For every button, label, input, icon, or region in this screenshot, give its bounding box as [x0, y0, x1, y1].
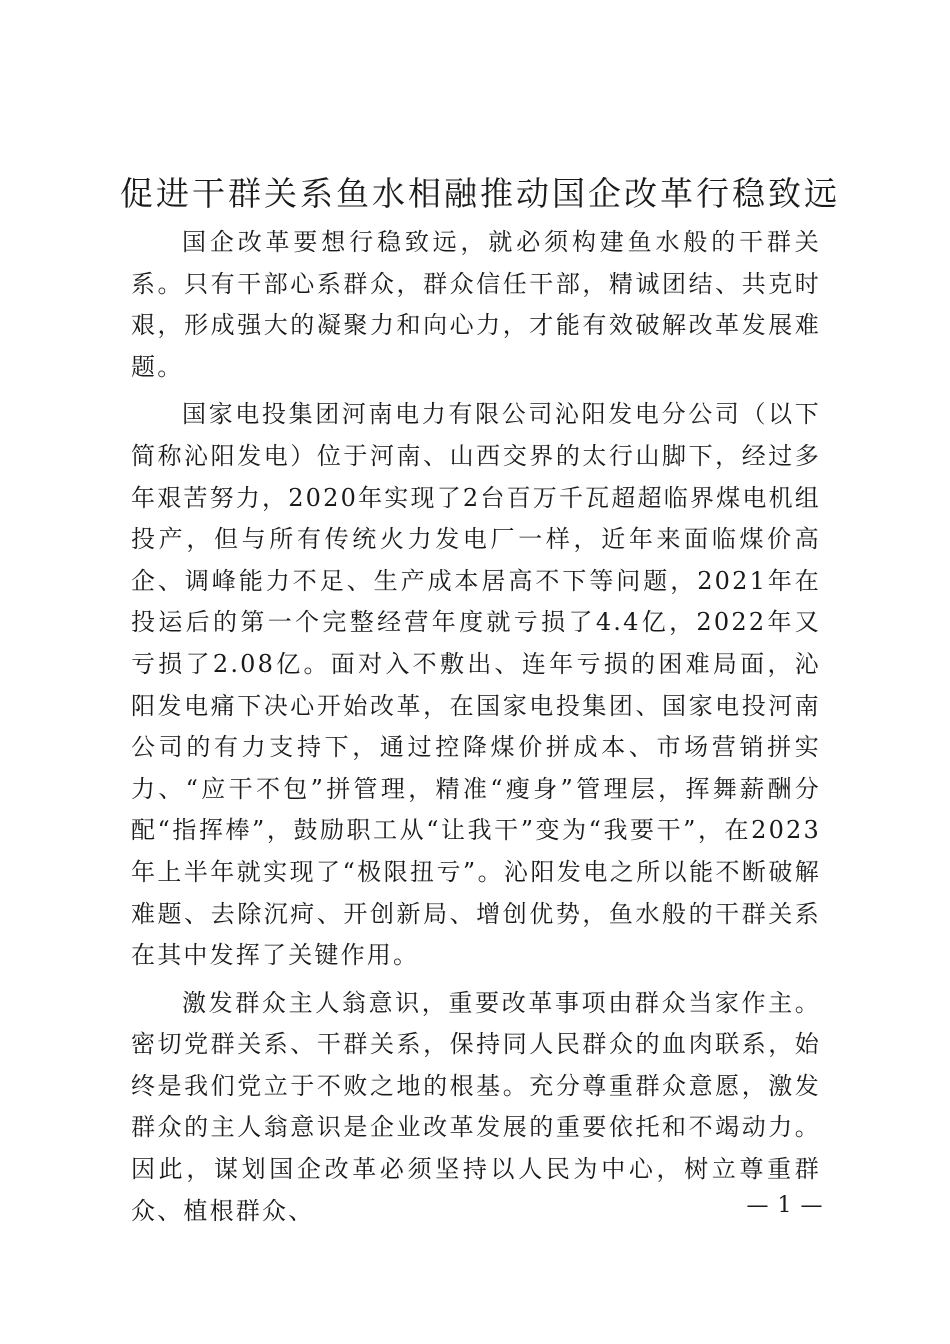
page-number: — 1 —: [746, 1193, 824, 1218]
paragraph-background: 国家电投集团河南电力有限公司沁阳发电分公司（以下简称沁阳发电）位于河南、山西交界的太行山脚下，经过多年艰苦努力，2020年实现了2台百万千瓦超超临界煤电机组投产，但与所有传统火力发电厂一样，近年来面临煤价高企、调峰能力不足、生产成本居高不下等问题，2021年在投运后的第一个完整经营年度就亏损了4.4亿，2022年又亏损了2.08亿。面对入不敷出、连年亏损的困难局面，沁阳发电痛下决心开始改革，在国家电投集团、国家电投河南公司的有力支持下，通过控降煤价拼成本、市场营销拼实力、“应干不包”拼管理，精准“瘦身”管理层，挥舞薪酬分配“指挥棒”，鼓励职工从“让我干”变为“我要干”，在2023年上半年就实现了“极限扭亏”。沁阳发电之所以能不断破解难题、去除沉疴、开创新局、增创优势，鱼水般的干群关系在其中发挥了关键作用。: [131, 400, 821, 970]
document-body: [131, 222, 821, 1238]
paragraph-intro: 国企改革要想行稳致远，就必须构建鱼水般的干群关系。只有干部心系群众，群众信任干部，精诚团结、共克时艰，形成强大的凝聚力和向心力，才能有效破解改革发展难题。: [131, 228, 821, 381]
paragraph-ownership: 激发群众主人翁意识，重要改革事项由群众当家作主。密切党群关系、干群关系，保持同人民群众的血肉联系，始终是我们党立于不败之地的根基。充分尊重群众意愿，激发群众的主人翁意识是企业改革发展的重要依托和不竭动力。因此，谋划国企改革必须坚持以人民为中心，树立尊重群众、植根群众、: [131, 988, 821, 1225]
document-title: 促进干群关系鱼水相融推动国企改革行稳致远: [120, 174, 840, 213]
